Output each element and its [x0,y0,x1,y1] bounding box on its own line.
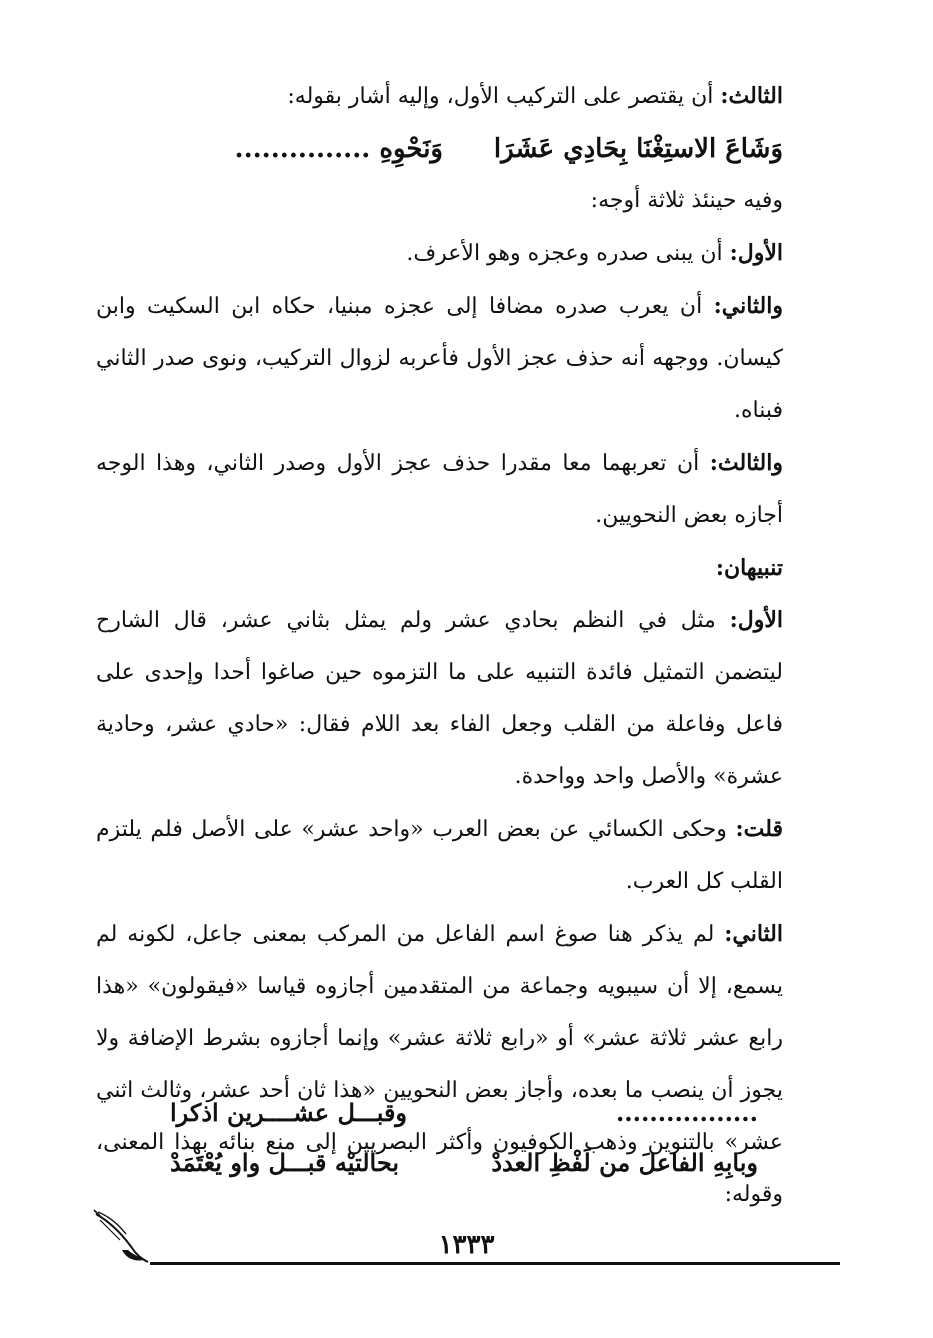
quill-icon [92,1208,152,1266]
paragraph-body: وحكى الكسائي عن بعض العرب «واحد عشر» على الأصل فلم يلتزم القلب كل العرب. [96,817,783,894]
paragraph-body: مثل في النظم بحادي عشر ولم يمثل بثاني عشر، قال الشارح ليتضمن التمثيل فائدة التنبيه على ما التزموه حين صاغوا أحدا وإحدى على فاعل وفاعلة من القلب وجعل الفاء بعد اللام فقال: «حادي عشر، وحادية عشرة» والأصل واحد وواحدة. [96,608,783,789]
paragraph-note-first [96,594,783,803]
verse-hemistich-left: وَنَحْوِهِ ............... [234,134,443,164]
paragraph-intro-aspects [96,175,783,227]
paragraph-lead: والثالث: [709,450,783,476]
paragraph-lead: قلت: [735,816,783,842]
paragraph-body: أن يقتصر على التركيب الأول، وإليه أشار بقوله: [287,84,721,109]
paragraph-aspect-second [96,280,783,437]
paragraph-lead: الأول: [729,240,783,266]
poem-hemistich-left: وقبـــل عشــــرين اذكرا [170,1098,408,1127]
paragraph-third-option [96,70,783,123]
paragraph-lead: الثالث: [720,83,783,109]
poem-hemistich-left: بحالتيْه قبـــل واو يُعْتَمَدْ [170,1148,400,1177]
paragraph-lead: الأول: [729,607,783,633]
paragraph-remark [96,803,783,908]
poem-row [170,1088,758,1138]
poem-hemistich-right: ................. [615,1098,758,1127]
paragraph-aspect-third [96,437,783,542]
main-text [96,70,783,1221]
paragraph-lead: الثاني: [724,921,783,947]
verse-hemistich-right: وَشَاعَ الاستِغْنَا بِحَادِي عَشَرَا [493,134,783,164]
paragraph-lead: والثاني: [713,293,783,319]
poem-block [170,1088,758,1188]
paragraph-body: وفيه حينئذ ثلاثة أوجه: [590,188,783,213]
paragraph-body: أن تعربهما معا مقدرا حذف عجز الأول وصدر الثاني، وهذا الوجه أجازه بعض النحويين. [96,451,783,528]
poem-hemistich-right: وبابِهِ الفاعلَ من لَفْظِ العددْ [491,1148,758,1177]
paragraph-body: لم يذكر هنا صوغ اسم الفاعل من المركب بمعنى جاعل، لكونه لم يسمع، إلا أن سيبويه وجماعة من المتقدمين أجازوه قياسا «فيقولون» «هذا رابع عشر ثلاثة عشر» أو «رابع ثلاثة عشر» وإنما أجازوه بشرط الإضافة ولا يجوز أن ينصب ما بعده، وأجاز بعض النحويين «هذا ثان أحد عشر، وثالث اثني عشر» بالتنوين وذهب الكوفيون وأكثر البصريين إلى منع بنائه بهذا المعنى، وقوله: [96,922,783,1207]
paragraph-body: أن يعرب صدره مضافا إلى عجزه مبنيا، حكاه ابن السكيت وابن كيسان. ووجهه أنه حذف عجز الأول فأعربه لزوال التركيب، ونوى صدر الثاني فبناه. [96,294,783,423]
poem-row [170,1138,758,1188]
page-number: ١٣٣٣ [438,1230,495,1260]
verse-line [96,123,783,175]
section-heading: تنبيهان: [715,555,783,581]
paragraph-body: أن يبنى صدره وعجزه وهو الأعرف. [406,241,730,266]
footer-rule [150,1262,840,1265]
paragraph-aspect-first [96,227,783,280]
